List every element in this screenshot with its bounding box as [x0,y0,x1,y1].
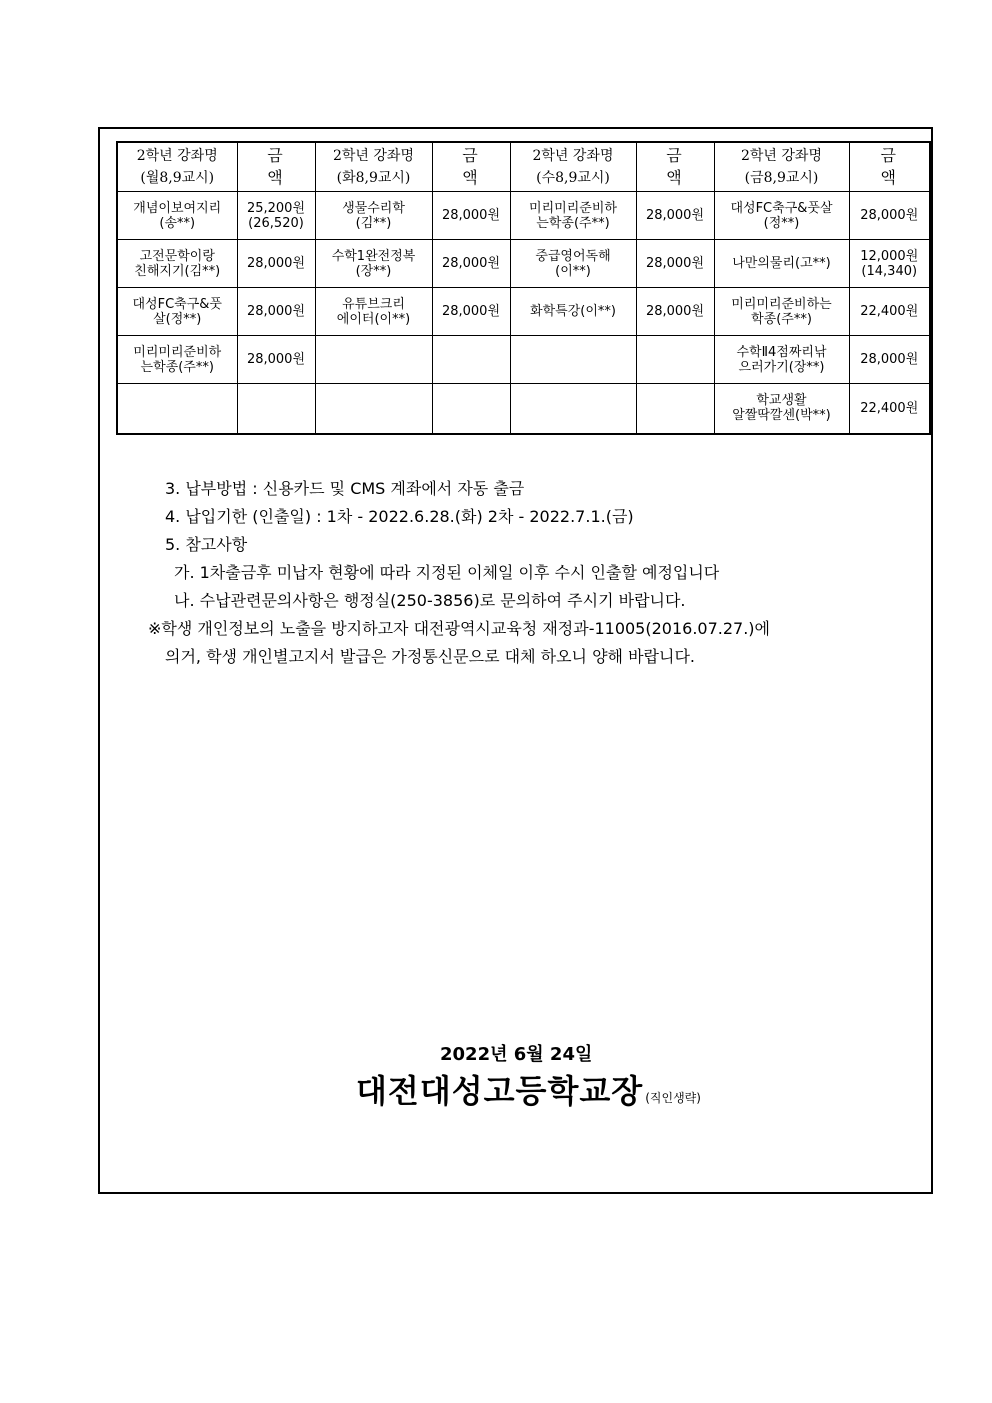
cell-line1: 12,000원 [860,248,919,264]
cell-line1: 28,000원 [645,304,705,319]
amount-cell [849,336,930,384]
cell-line1: 수학1완전정복 [331,248,416,264]
amount-cell [849,384,930,434]
cell-line1: 28,000원 [645,256,705,271]
header-line1: 2학년 강좌명 [136,148,218,164]
course-name-cell [510,384,636,434]
cell-line2: (송**) [159,215,196,231]
cell-line1: 생물수리학 [342,200,405,216]
course-name-cell [315,288,432,336]
cell-line1: 유튜브크리 [342,296,405,312]
header-line2: (월8,9교시) [140,170,215,186]
header-line1: 금 액 [666,146,696,187]
amount-cell [849,240,930,288]
cell-line2: (26,520) [248,215,304,231]
cell-line1: 28,000원 [246,256,306,271]
header-amount [237,142,315,192]
cell-line2: (장**) [355,263,392,279]
cell-line2: (이**) [555,263,591,279]
cell-line1: 대성FC축구&풋살 [730,200,833,216]
cell-line1: 미리미리준비하는 [731,296,832,312]
principal-name: 대전대성고등학교장 [356,1072,644,1110]
header-line2: (수8,9교시) [536,170,610,186]
cell-line1: 수학Ⅱ4점짜리낚 [736,344,827,360]
seal-omitted-note: (직인생략) [645,1091,701,1105]
payment-deadline-note: 4. 납입기한 (인출일) : 1차 - 2022.6.28.(화) 2차 - 2022.7.1.(금) [165,507,634,526]
cell-line2: 학종(주**) [751,311,812,327]
cell-line2: (정**) [763,215,800,231]
course-name-cell [714,336,849,384]
cell-line2: 친해지기(김**) [134,263,221,279]
cell-line2: (김**) [355,215,392,231]
cell-line1: 대성FC축구&풋 [132,296,222,312]
amount-cell [237,240,315,288]
course-name-cell [315,384,432,434]
table-row [117,288,930,336]
header-course-name [117,142,237,192]
header-course-name [315,142,432,192]
amount-cell [432,384,510,434]
cell-line1: 학교생활 [756,393,807,409]
course-name-cell [315,336,432,384]
course-name-cell [510,240,636,288]
cell-line1: 28,000원 [441,256,501,271]
cell-line1: 28,000원 [246,304,306,319]
header-line1: 2학년 강좌명 [333,148,414,164]
reference-title: 5. 참고사항 [165,535,248,554]
notice-frame [98,127,933,1194]
amount-cell [849,288,930,336]
cell-line1: 고전문학이랑 [139,248,215,264]
course-name-cell [714,240,849,288]
course-name-cell [315,240,432,288]
cell-line1: 개념이보여지리 [133,200,222,216]
cell-line1: 25,200원 [246,200,306,216]
course-name-cell [117,384,237,434]
cell-line2: 알짤딱깔센(박**) [732,408,831,424]
amount-cell [432,192,510,240]
amount-cell [237,336,315,384]
cell-line1: 28,000원 [860,208,919,223]
amount-cell [237,192,315,240]
amount-cell [237,288,315,336]
cell-line1: 28,000원 [441,304,501,319]
payment-method-note: 3. 납부방법 : 신용카드 및 CMS 계좌에서 자동 출금 [165,479,525,498]
cell-line1: 나만의물리(고**) [732,256,831,271]
cell-line2: 는학종(주**) [536,215,610,231]
header-amount [636,142,714,192]
course-name-cell [714,192,849,240]
header-amount [849,142,930,192]
course-name-cell [117,192,237,240]
amount-cell [636,240,714,288]
course-name-cell [510,288,636,336]
privacy-notice-line1: ※학생 개인정보의 노출을 방지하고자 대전광역시교육청 재정과-11005(2016.07.27.)에 [148,619,771,638]
course-fee-table [116,141,931,435]
course-name-cell [714,384,849,434]
cell-line2: (14,340) [861,263,918,279]
header-line2: (금8,9교시) [744,170,819,186]
cell-line1: 28,000원 [860,352,919,367]
cell-line1: 화학특강(이**) [530,304,616,319]
amount-cell [237,384,315,434]
cell-line1: 22,400원 [860,400,919,416]
header-line1: 금 액 [880,146,910,187]
cell-line2: 으러가기(장**) [738,359,825,375]
course-name-cell [315,192,432,240]
amount-cell [636,288,714,336]
principal-signature [356,1066,701,1112]
cell-line1: 미리미리준비하 [133,344,222,360]
amount-cell [432,240,510,288]
reference-item-na: 나. 수납관련문의사항은 행정실(250-3856)로 문의하여 주시기 바랍니다. [174,591,686,610]
header-line2: (화8,9교시) [336,170,411,186]
header-line1: 금 액 [267,146,297,187]
amount-cell [636,384,714,434]
cell-line1: 22,400원 [860,304,919,319]
course-name-cell [510,336,636,384]
table-row [117,240,930,288]
course-name-cell [117,336,237,384]
cell-line1: 28,000원 [645,208,705,223]
amount-cell [636,336,714,384]
header-course-name [714,142,849,192]
cell-line2: 는학종(주**) [140,359,214,375]
table-row [117,384,930,434]
privacy-notice-line2: 의거, 학생 개인별고지서 발급은 가정통신문으로 대체 하오니 양해 바랍니다. [165,647,695,666]
reference-item-ga: 가. 1차출금후 미납자 현황에 따라 지정된 이체일 이후 수시 인출할 예정입니다 [174,563,720,582]
table-row [117,336,930,384]
course-name-cell [117,240,237,288]
header-course-name [510,142,636,192]
header-amount [432,142,510,192]
course-name-cell [714,288,849,336]
cell-line2: 에이터(이**) [336,311,411,327]
table-row [117,192,930,240]
header-line1: 2학년 강좌명 [741,148,822,164]
issue-date: 2022년 6월 24일 [440,1044,593,1065]
header-line1: 금 액 [462,146,492,187]
amount-cell [636,192,714,240]
course-name-cell [510,192,636,240]
amount-cell [432,336,510,384]
cell-line1: 미리미리준비하 [529,200,617,216]
amount-cell [849,192,930,240]
cell-line1: 28,000원 [441,208,501,223]
cell-line1: 중급영어독해 [535,248,611,264]
table-header-row [117,142,930,192]
course-name-cell [117,288,237,336]
cell-line2: 살(정**) [153,311,202,327]
amount-cell [432,288,510,336]
cell-line1: 28,000원 [246,352,306,367]
header-line1: 2학년 강좌명 [532,148,614,164]
